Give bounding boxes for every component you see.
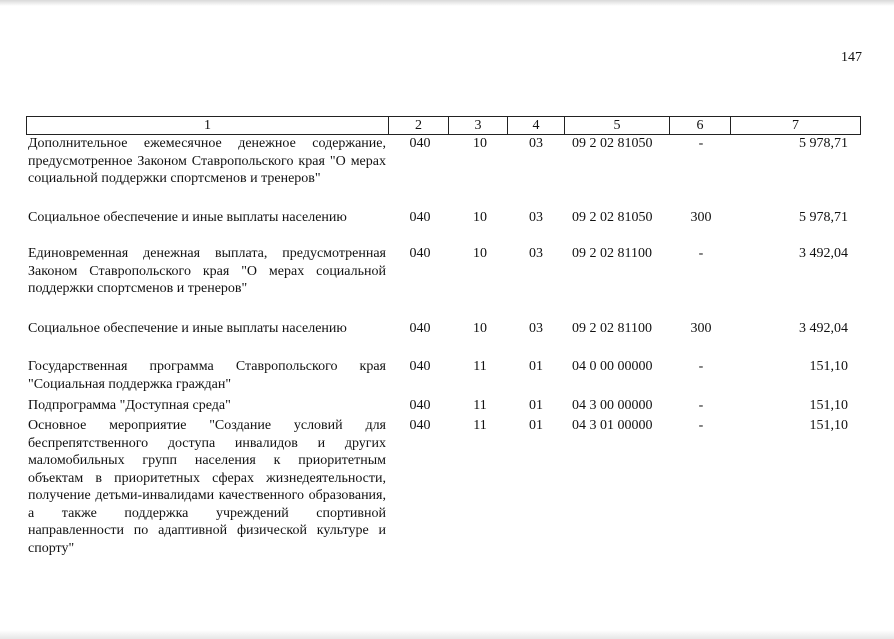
- row-col-2: 040: [409, 418, 431, 433]
- row-col-6: 300: [690, 210, 712, 225]
- row-col-2: 040: [409, 136, 431, 151]
- row-name: Основное мероприятие "Создание условий для беспрепятственного доступа инвалидов и других маломобильных групп населения к приоритетным объектам в приоритетных сферах жизнедеятельности, получение детьми-инвалидами качественного образования, а также поддержка учреждений спортивной направленности по адаптивной физической культуре и спорту": [28, 418, 386, 556]
- row-col-6: -: [698, 246, 704, 261]
- header-col-4: 4: [508, 117, 565, 134]
- row-col-4: 01: [529, 359, 543, 374]
- row-col-4: 03: [529, 136, 543, 151]
- row-col-5: 09 2 02 81050: [572, 210, 653, 225]
- row-name: Единовременная денежная выплата, предусмотренная Законом Ставропольского края "О мерах социальной поддержки спортсменов и тренеров": [28, 246, 386, 296]
- row-col-7: 151,10: [809, 359, 848, 374]
- row-col-5: 04 3 01 00000: [572, 418, 653, 433]
- row-col-5: 09 2 02 81050: [572, 136, 653, 151]
- row-col-2: 040: [409, 359, 431, 374]
- row-col-4: 03: [529, 210, 543, 225]
- row-col-3: 10: [473, 321, 487, 336]
- row-col-6: -: [698, 359, 704, 374]
- table-header: [26, 116, 861, 135]
- row-col-5: 09 2 02 81100: [572, 246, 652, 261]
- row-col-4: 01: [529, 418, 543, 433]
- row-col-7: 3 492,04: [799, 246, 848, 261]
- row-col-7: 151,10: [809, 398, 848, 413]
- row-col-2: 040: [409, 210, 431, 225]
- header-col-6: 6: [670, 117, 731, 134]
- row-name: Государственная программа Ставропольского края "Социальная поддержка граждан": [28, 359, 386, 392]
- row-col-7: 151,10: [809, 418, 848, 433]
- row-col-6: 300: [690, 321, 712, 336]
- header-col-2: 2: [389, 117, 449, 134]
- row-col-2: 040: [409, 398, 431, 413]
- row-col-3: 10: [473, 246, 487, 261]
- row-col-6: -: [698, 136, 704, 151]
- row-col-5: 04 3 00 00000: [572, 398, 653, 413]
- row-name: Социальное обеспечение и иные выплаты населению: [28, 321, 347, 336]
- row-name: Социальное обеспечение и иные выплаты населению: [28, 210, 347, 225]
- scan-edge-top: [0, 0, 894, 6]
- row-col-6: -: [698, 398, 704, 413]
- header-col-5: 5: [565, 117, 670, 134]
- row-col-7: 5 978,71: [799, 136, 848, 151]
- row-col-5: 04 0 00 00000: [572, 359, 653, 374]
- row-col-3: 11: [473, 418, 487, 433]
- row-col-3: 10: [473, 136, 487, 151]
- row-name: Дополнительное ежемесячное денежное содержание, предусмотренное Законом Ставропольского края "О мерах социальной поддержки спортсменов и тренеров": [28, 136, 386, 186]
- header-col-1: 1: [27, 117, 389, 134]
- header-col-7: 7: [792, 118, 799, 133]
- row-col-2: 040: [409, 246, 431, 261]
- row-col-5: 09 2 02 81100: [572, 321, 652, 336]
- row-col-7: 5 978,71: [799, 210, 848, 225]
- row-col-3: 11: [473, 359, 487, 374]
- row-col-7: 3 492,04: [799, 321, 848, 336]
- header-col-3: 3: [449, 117, 508, 134]
- row-col-3: 11: [473, 398, 487, 413]
- row-col-4: 03: [529, 321, 543, 336]
- row-name: Подпрограмма "Доступная среда": [28, 398, 231, 413]
- row-col-4: 01: [529, 398, 543, 413]
- scan-edge-bottom: [0, 630, 894, 639]
- page-number: 147: [841, 50, 862, 65]
- row-col-4: 03: [529, 246, 543, 261]
- row-col-3: 10: [473, 210, 487, 225]
- row-col-6: -: [698, 418, 704, 433]
- row-col-2: 040: [409, 321, 431, 336]
